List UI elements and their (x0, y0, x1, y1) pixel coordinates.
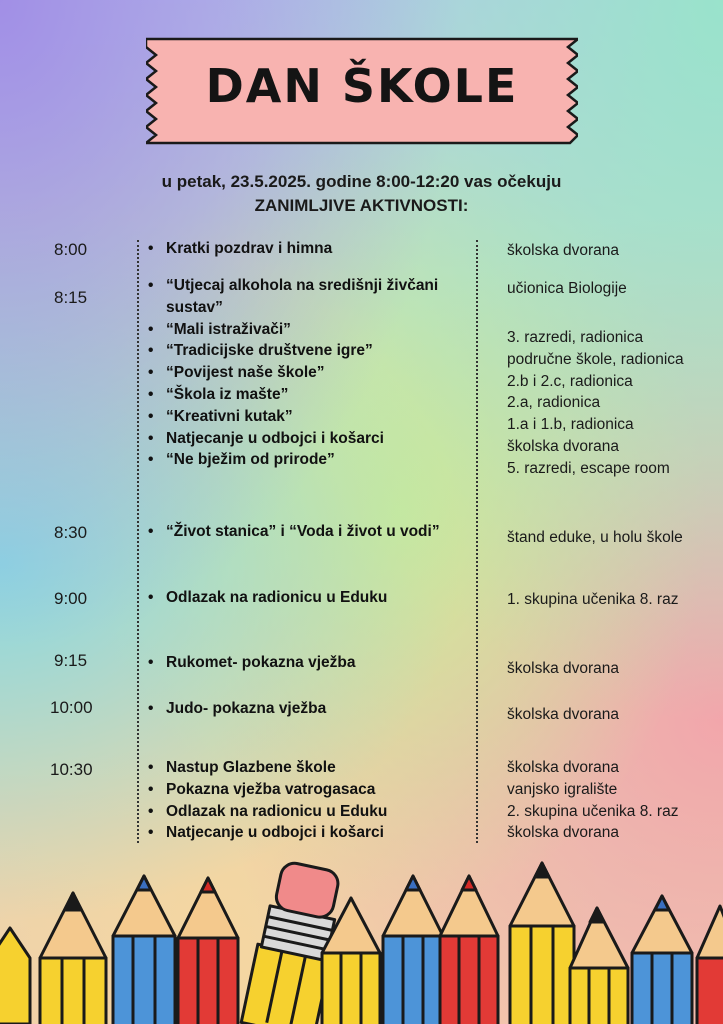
pencil-icon (40, 893, 106, 1024)
location-text: štand eduke, u holu škole (507, 529, 683, 546)
activity-list (148, 521, 473, 543)
activity-item: • “Povijest naše škole” (148, 362, 468, 384)
activity-item: • “Utjecaj alkohola na središnji živčani sustav” (148, 275, 468, 319)
time-slot: 8:00 (54, 240, 88, 259)
activity-item: • Odlazak na radionicu u Eduku (148, 587, 468, 609)
location-text: školska dvorana (507, 660, 620, 677)
location-text: učionica Biologije (507, 280, 627, 297)
location-text: 2.b i 2.c, radionica (507, 372, 633, 390)
pencil-icon (383, 876, 443, 1024)
activity-list (148, 757, 468, 844)
activity-item: • Odlazak na radionicu u Eduku (148, 801, 468, 823)
activity-item: • Natjecanje u odbojci i košarci (148, 822, 468, 844)
location-text: školska dvorana (507, 437, 620, 455)
time-slot: 10:30 (50, 760, 93, 779)
activity-item: • Rukomet- pokazna vježba (148, 652, 468, 674)
subtitle-activities: ZANIMLJIVE AKTIVNOSTI: (254, 196, 469, 215)
activity-item: • “Tradicijske društvene igre” (148, 340, 468, 362)
location-text: školska dvorana (507, 706, 620, 723)
time-slot: 9:15 (54, 651, 88, 670)
page-title: DAN ŠKOLE (205, 59, 519, 113)
pencil-icon (510, 863, 574, 1024)
time-slot: 10:00 (50, 698, 93, 717)
activity-item: • “Život stanica” i “Voda i život u vodi” (148, 521, 473, 543)
activity-item: • Kratki pozdrav i himna (148, 238, 468, 260)
activity-item: • Pokazna vježba vatrogasaca (148, 779, 468, 801)
pencil-icon (178, 878, 238, 1024)
divider-right (476, 240, 478, 843)
pencils-illustration (0, 858, 723, 1024)
pencil-icon (0, 928, 30, 1024)
activity-item: • “Kreativni kutak” (148, 406, 468, 428)
activity-list (148, 652, 468, 674)
location-text: školska dvorana (507, 824, 620, 842)
subtitle-date: u petak, 23.5.2025. godine 8:00-12:20 vas očekuju (161, 172, 562, 191)
location-text: 1. skupina učenika 8. raz (507, 591, 679, 608)
activity-item: • “Mali istraživači” (148, 319, 468, 341)
location-text: 2.a, radionica (507, 394, 601, 412)
time-slot: 8:15 (54, 288, 88, 307)
activity-list (148, 698, 468, 720)
pencil-icon (697, 906, 723, 1024)
location-list (507, 327, 717, 480)
activity-list (148, 238, 468, 260)
location-text: školska dvorana (507, 242, 620, 259)
activity-item: • Natjecanje u odbojci i košarci (148, 428, 468, 450)
activity-list (148, 587, 468, 609)
pencil-icon (322, 898, 380, 1024)
location-text: školska dvorana (507, 759, 620, 776)
location-text: vanjsko igralište (507, 780, 618, 798)
time-slot: 9:00 (54, 589, 88, 608)
location-text: 3. razredi, radionica (507, 329, 644, 346)
activity-item: • Nastup Glazbene škole (148, 757, 468, 779)
pencil-icon (440, 876, 498, 1024)
time-slot: 8:30 (54, 523, 88, 542)
location-text: 2. skupina učenika 8. raz (507, 802, 679, 820)
pencil-icon (632, 896, 692, 1024)
location-text: područne škole, radionica (507, 350, 684, 368)
pencil-icon (570, 908, 628, 1024)
location-list (507, 757, 717, 844)
divider-left (137, 240, 139, 843)
activity-item: • “Ne bježim od prirode” (148, 449, 468, 471)
activity-item: • “Škola iz mašte” (148, 384, 468, 406)
activity-list (148, 275, 468, 471)
pencil-icon (113, 876, 175, 1024)
title-banner (146, 37, 578, 145)
location-text: 5. razredi, escape room (507, 459, 670, 477)
location-text: 1.a i 1.b, radionica (507, 416, 634, 434)
activity-item: • Judo- pokazna vježba (148, 698, 468, 720)
